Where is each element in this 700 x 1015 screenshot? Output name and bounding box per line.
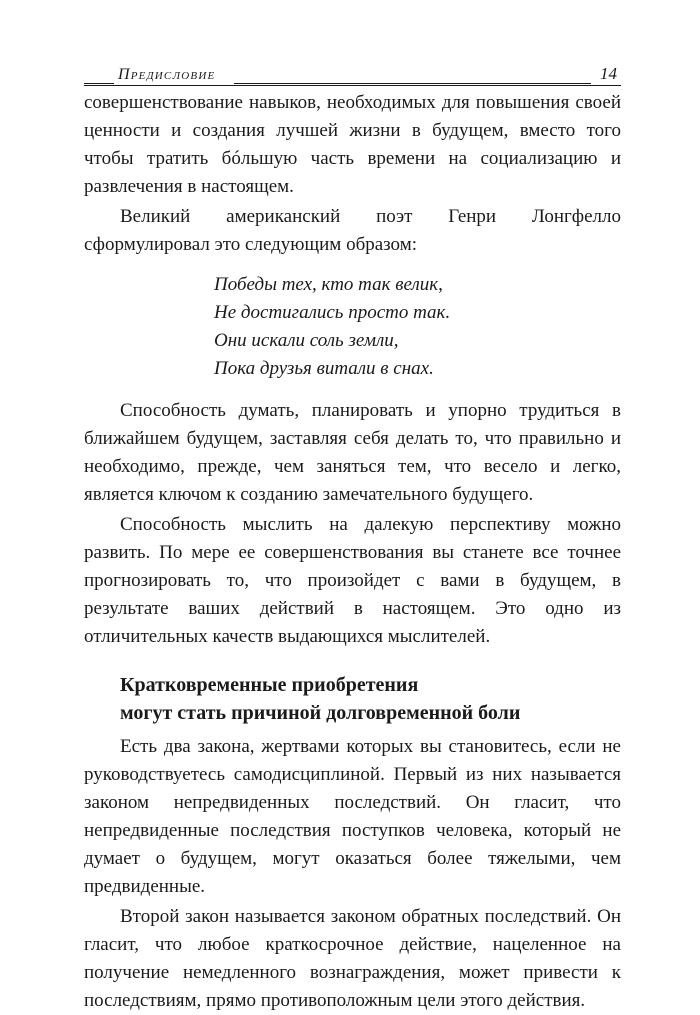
poem-line: Пока друзья витали в снах. (214, 358, 434, 379)
paragraph-two-laws: Есть два закона, жертвами которых вы становитесь, если не руководствуетесь самодисциплиной. Первый из них называется законом непредвиденных последствий. Он гласит, что непредвиденные последствия поступков человека, который не думает о будущем, могут оказаться более тяжелыми, чем предвиденные. (84, 736, 621, 897)
poem-quote (214, 271, 621, 383)
paragraph-ability-develop: Способность мыслить на далекую перспективу можно развить. По мере ее совершенствования вы станете все точнее прогнозировать то, что произойдет с вами в будущем, в результате ваших действий в настоящем. Это одно из отличительных качеств выдающихся мыслителей. (84, 514, 621, 647)
header-lead-rule (84, 83, 114, 84)
page-number: 14 (600, 64, 617, 83)
header-rule (234, 83, 591, 84)
page-body (84, 89, 621, 1015)
running-header (84, 64, 621, 86)
intro-paragraph: Великий американский поэт Генри Лонгфелло сформулировал это следующим образом: (84, 206, 621, 255)
poem-line: Они искали соль земли, (214, 330, 399, 351)
section-heading-line: Кратковременные приобретения (120, 674, 419, 696)
poem-line: Победы тех, кто так велик, (214, 274, 443, 295)
poem-line: Не достигались просто так. (214, 302, 451, 323)
header-section-title: Предисловие (118, 66, 216, 83)
header-underline (84, 85, 621, 86)
section-heading (120, 671, 621, 727)
opening-paragraph: совершенствование навыков, необходимых для повышения своей ценности и создания лучшей жизни в будущем, вместо того чтобы тратить бóльшую часть времени на социализацию и развлечения в настоящем. (84, 92, 621, 197)
paragraph-ability-plan: Способность думать, планировать и упорно трудиться в ближайшем будущем, заставляя себя делать то, что правильно и необходимо, прежде, чем заняться тем, что весело и легко, является ключом к созданию замечательного будущего. (84, 400, 621, 505)
paragraph-second-law: Второй закон называется законом обратных последствий. Он гласит, что любое краткосрочное действие, нацеленное на получение немедленного вознаграждения, может привести к последствиям, прямо противоположным цели этого действия. (84, 906, 621, 1011)
section-heading-line: могут стать причиной долговременной боли (120, 702, 521, 724)
